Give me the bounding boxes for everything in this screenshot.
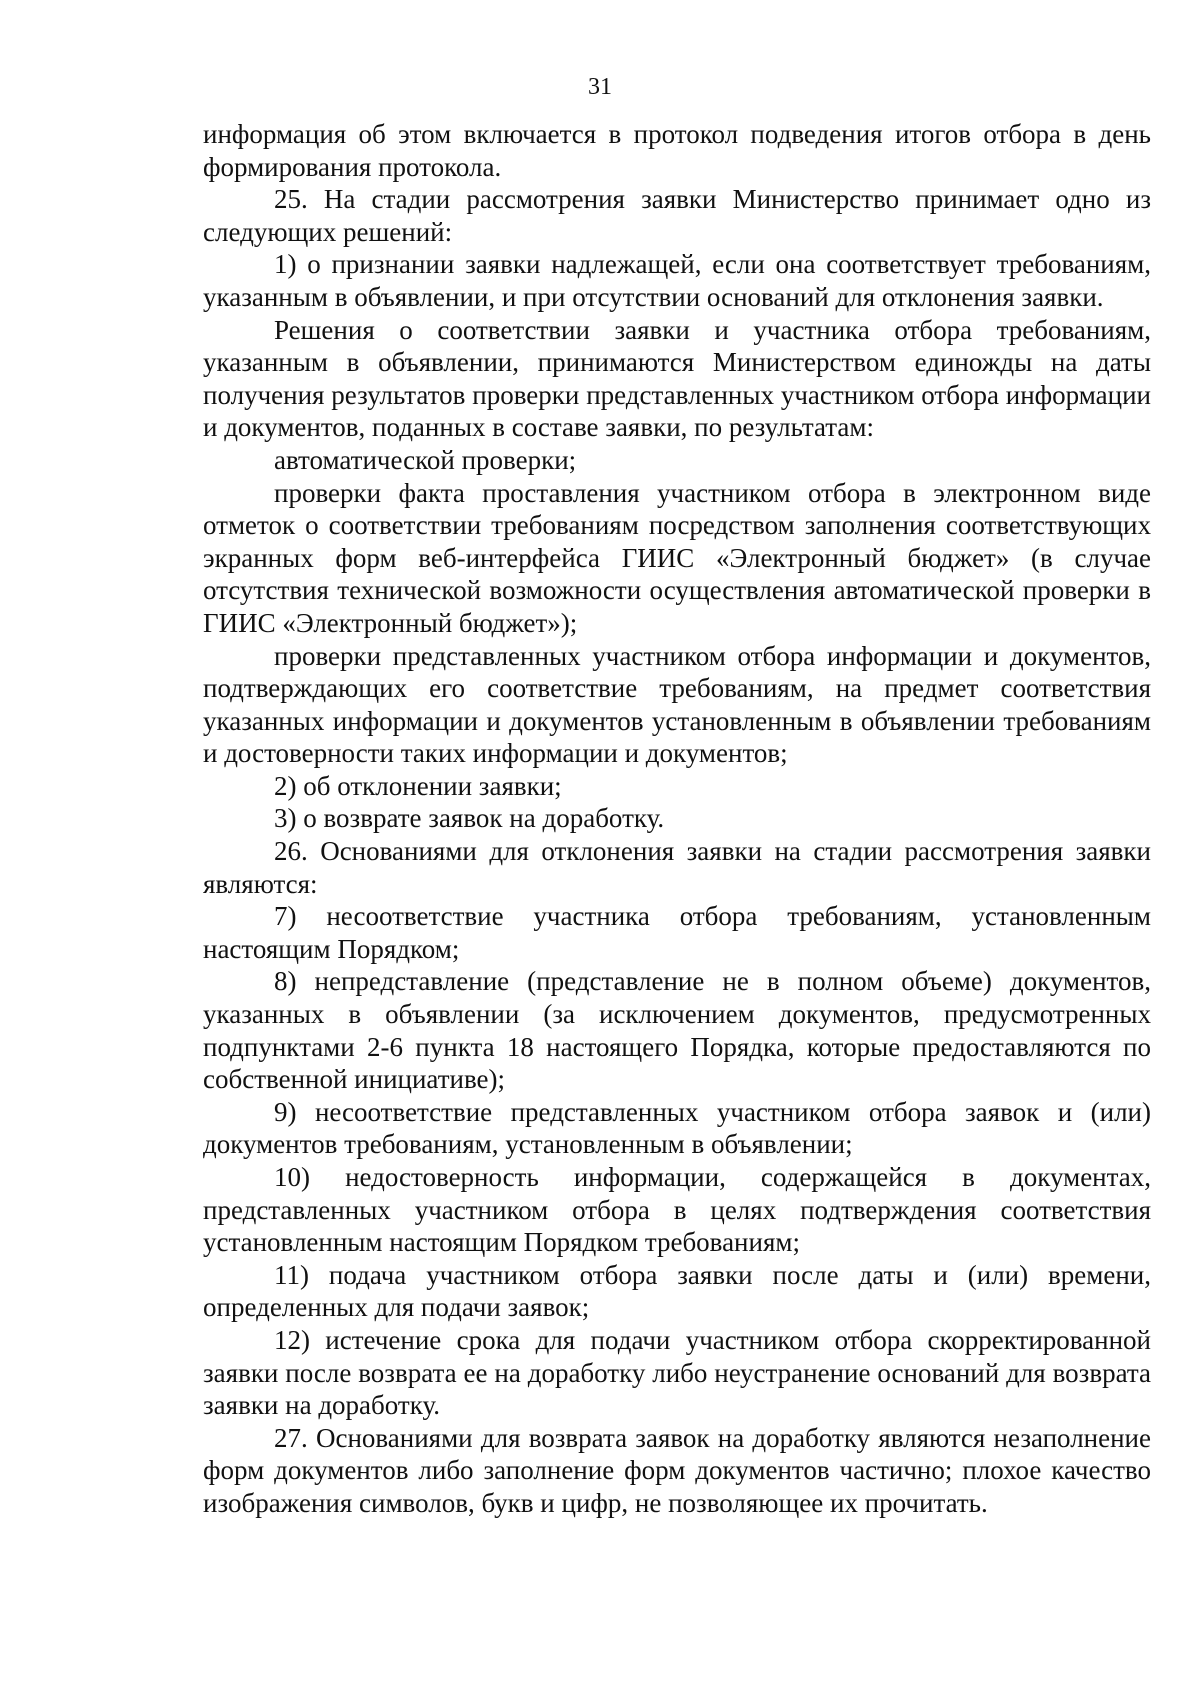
paragraph-decision-3: 3) о возврате заявок на доработку. xyxy=(274,803,665,834)
paragraph-ground-7: 7) несоответствие участника отбора требованиям, установленным настоящим Порядком; xyxy=(203,901,1151,964)
paragraph-automatic-check: автоматической проверки; xyxy=(274,444,577,475)
paragraph-decision-2: 2) об отклонении заявки; xyxy=(274,770,562,801)
paragraph-documents-check: проверки представленных участником отбора информации и документов, подтверждающих его соответствие требованиям, на предмет соответствия указанных информации и документов установленным в объявлении требованиям и достоверности таких информации и документов; xyxy=(203,640,1151,769)
paragraph-decision-1: 1) о признании заявки надлежащей, если она соответствует требованиям, указанным в объявлении, и при отсутствии оснований для отклонения заявки. xyxy=(203,249,1151,312)
paragraph-ground-8: 8) непредставление (представление не в полном объеме) документов, указанных в объявлении (за исключением документов, предусмотренных подпунктами 2-6 пункта 18 настоящего Порядка, которые предоставляются по собственной инициативе); xyxy=(203,966,1151,1095)
paragraph-ground-9: 9) несоответствие представленных участником отбора заявок и (или) документов требованиям, установленным в объявлении; xyxy=(203,1096,1151,1160)
paragraph-clause-27: 27. Основаниями для возврата заявок на доработку являются незаполнение форм документов либо заполнение форм документов частично; плохое качество изображения символов, букв и цифр, не позволяющее их прочитать. xyxy=(203,1422,1151,1518)
page-number: 31 xyxy=(588,74,612,100)
paragraph-ground-10: 10) недостоверность информации, содержащейся в документах, представленных участником отбора в целях подтверждения соответствия установленным настоящим Порядком требованиям; xyxy=(203,1162,1151,1258)
paragraph-clause-26: 26. Основаниями для отклонения заявки на стадии рассмотрения заявки являются: xyxy=(203,836,1151,899)
paragraph-marks-check: проверки факта проставления участником отбора в электронном виде отметок о соответствии требованиям посредством заполнения соответствующих экранных форм веб-интерфейса ГИИС «Электронный бюджет» (в случае отсутствия технической возможности осуществления автоматической проверки в ГИИС «Электронный бюджет»); xyxy=(203,477,1151,638)
paragraph-decisions-basis: Решения о соответствии заявки и участника отбора требованиям, указанным в объявлении, принимаются Министерством единожды на даты получения результатов проверки представленных участником отбора информации и документов, поданных в составе заявки, по результатам: xyxy=(203,314,1151,443)
paragraph-ground-12: 12) истечение срока для подачи участником отбора скорректированной заявки после возврата ее на доработку либо неустранение оснований для возврата заявки на доработку. xyxy=(203,1324,1151,1421)
paragraph-continuation: информация об этом включается в протокол подведения итогов отбора в день формирования протокола. xyxy=(203,119,1151,182)
document-body xyxy=(203,118,1151,1520)
paragraph-ground-11: 11) подача участником отбора заявки после даты и (или) времени, определенных для подачи заявок; xyxy=(203,1259,1151,1323)
paragraph-clause-25: 25. На стадии рассмотрения заявки Министерство принимает одно из следующих решений: xyxy=(203,184,1151,247)
